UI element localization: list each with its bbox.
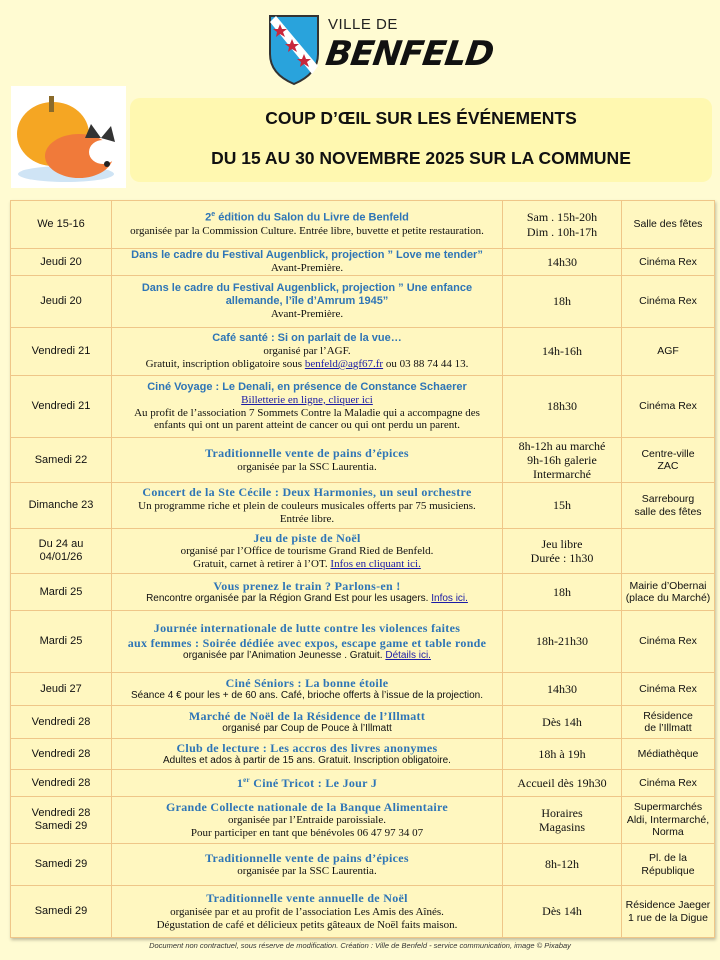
time-line: 8h-12h <box>545 857 579 872</box>
date-line: Vendredi 28 <box>31 776 91 789</box>
event-place <box>622 483 715 529</box>
title-part: Ciné Tricot : Le Jour J <box>249 775 378 790</box>
detail-text: Au profit de l’association 7 Sommets Contre la Maladie qui a accompagne des <box>134 406 480 419</box>
detail-text: organisé par l’AGF. <box>263 345 351 358</box>
event-time <box>503 376 622 438</box>
date-line: Jeudi 27 <box>40 682 82 695</box>
event-description <box>112 328 503 376</box>
event-date <box>11 529 112 574</box>
detail-text: Dégustation de café et délicieux petits gâteaux de Noël faits maison. <box>156 918 458 931</box>
time-line: 14h-16h <box>542 344 582 359</box>
event-place <box>622 276 715 328</box>
detail-text: Entrée libre. <box>279 512 335 525</box>
place-line: (place du Marché) <box>625 592 711 604</box>
event-title <box>114 446 500 460</box>
logo-name: BENFELD <box>323 34 496 74</box>
date-line: Mardi 25 <box>39 585 83 598</box>
event-title <box>114 891 500 905</box>
event-date <box>11 739 112 770</box>
table-row <box>11 328 715 376</box>
detail-text: Séance 4 € pour les + de 60 ans. Café, brioche offerts à l’issue de la projection. <box>131 690 483 702</box>
date-line: Dimanche 23 <box>28 499 94 512</box>
detail-text: Gratuit, inscription obligatoire sous <box>145 357 305 370</box>
event-description <box>112 739 503 770</box>
event-date <box>11 201 112 249</box>
place-line: AGF <box>657 345 679 358</box>
event-place <box>622 611 715 673</box>
time-line: 18h-21h30 <box>536 634 588 649</box>
date-line: Vendredi 21 <box>31 345 91 358</box>
event-detail <box>114 394 500 407</box>
event-description <box>112 673 503 706</box>
table-row <box>11 797 715 844</box>
event-description <box>112 276 503 328</box>
event-title <box>114 741 500 755</box>
table-row <box>11 673 715 706</box>
place-line: République <box>641 864 695 877</box>
event-detail <box>114 755 500 767</box>
event-detail <box>114 919 500 932</box>
detail-text: organisée par la SSC Laurentia. <box>237 865 377 878</box>
event-date <box>11 770 112 797</box>
event-time <box>503 483 622 529</box>
coat-of-arms-icon <box>268 14 320 86</box>
event-time <box>503 770 622 797</box>
detail-text: Pour participer en tant que bénévoles 06 47 97 34 07 <box>190 827 424 840</box>
title-part: Jeu de piste de Noël <box>253 530 361 545</box>
table-row <box>11 249 715 276</box>
place-line: de l’Illmatt <box>644 722 692 734</box>
event-date <box>11 706 112 739</box>
event-title <box>114 621 500 635</box>
title-part: e <box>211 211 216 219</box>
event-date <box>11 574 112 611</box>
event-detail <box>114 407 500 420</box>
events-table <box>10 200 715 938</box>
pumpkin-fox-illustration <box>11 86 126 188</box>
pumpkin-fox-icon <box>11 86 126 188</box>
detail-text: organisée par la SSC Laurentia. <box>237 460 377 473</box>
event-detail <box>114 690 500 702</box>
event-date <box>11 438 112 483</box>
event-detail <box>114 262 500 275</box>
event-time <box>503 739 622 770</box>
time-line: Magasins <box>539 820 585 834</box>
event-date <box>11 328 112 376</box>
detail-text: ou 03 88 74 44 13. <box>383 357 469 370</box>
event-title <box>114 800 500 814</box>
table-row <box>11 739 715 770</box>
event-detail <box>114 814 500 827</box>
table-row <box>11 483 715 529</box>
event-time <box>503 276 622 328</box>
table-row <box>11 376 715 438</box>
time-line: Horaires <box>541 805 583 820</box>
event-description <box>112 797 503 844</box>
page-title: COUP D’ŒIL SUR LES ÉVÉNEMENTS <box>265 108 577 128</box>
time-line: Intermarché <box>533 467 591 482</box>
event-place <box>622 574 715 611</box>
title-part: Vous prenez le train ? Parlons-en ! <box>213 579 401 594</box>
event-title <box>114 282 500 295</box>
benfeld-logo <box>268 14 496 86</box>
event-link[interactable]: Infos en cliquant ici. <box>330 558 421 571</box>
event-detail <box>114 865 500 878</box>
event-description <box>112 483 503 529</box>
detail-text: organisé par l’Office de tourisme Grand Ried de Benfeld. <box>180 545 434 558</box>
event-detail <box>114 906 500 919</box>
event-date <box>11 249 112 276</box>
event-detail <box>114 650 500 662</box>
event-detail <box>114 419 500 432</box>
title-part: aux femmes : Soirée dédiée avec expos, escape game et table ronde <box>127 635 487 650</box>
title-part: 1 <box>236 775 244 790</box>
event-time <box>503 844 622 886</box>
title-part: Dans le cadre du Festival Augenblick, projection ” Love me tender” <box>131 249 483 262</box>
event-description <box>112 201 503 249</box>
event-place <box>622 328 715 376</box>
place-line: Résidence <box>643 709 693 722</box>
title-part: Marché de Noël de la Résidence de l’Illmatt <box>188 709 426 724</box>
event-place <box>622 201 715 249</box>
time-line: 9h-16h galerie <box>527 452 597 467</box>
place-line: Cinéma Rex <box>639 400 697 413</box>
place-line: Aldi, Intermarché, <box>626 813 710 826</box>
time-line: Dès 14h <box>542 714 582 729</box>
title-part: er <box>243 775 250 784</box>
event-place <box>622 739 715 770</box>
event-description <box>112 529 503 574</box>
table-row <box>11 276 715 328</box>
event-title <box>114 295 500 308</box>
event-time <box>503 438 622 483</box>
event-date <box>11 611 112 673</box>
event-title <box>114 531 500 545</box>
event-time <box>503 529 622 574</box>
table-row <box>11 706 715 739</box>
event-detail <box>114 225 500 238</box>
table-row <box>11 201 715 249</box>
event-place <box>622 770 715 797</box>
event-place <box>622 886 715 938</box>
date-line: Jeudi 20 <box>40 255 82 268</box>
event-description <box>112 844 503 886</box>
event-date <box>11 276 112 328</box>
date-line: Vendredi 28 <box>31 807 91 820</box>
time-line: 8h-12h au marché <box>518 438 606 453</box>
detail-text: organisée par l’Entraide paroissiale. <box>227 814 386 827</box>
title-part: Traditionnelle vente de pains d’épices <box>205 850 409 865</box>
event-time <box>503 673 622 706</box>
date-line: Samedi 29 <box>34 905 88 918</box>
table-row <box>11 529 715 574</box>
event-title <box>114 709 500 723</box>
time-line: 18h30 <box>547 399 577 414</box>
time-line: 14h30 <box>547 681 577 696</box>
table-row <box>11 611 715 673</box>
place-line: Salle des fêtes <box>633 218 703 231</box>
event-detail <box>114 345 500 358</box>
date-line: Vendredi 28 <box>31 747 91 760</box>
event-time <box>503 574 622 611</box>
title-part: Journée internationale de lutte contre les violences faites <box>153 621 461 636</box>
time-line: 15h <box>553 498 571 513</box>
event-title <box>114 636 500 650</box>
event-place <box>622 797 715 844</box>
date-line: Vendredi 21 <box>31 400 91 413</box>
time-line: Dès 14h <box>542 904 582 919</box>
footer-note: Document non contractuel, sous réserve de modification. Création : Ville de Benfeld - service communication, image © Pixabay <box>149 941 571 950</box>
event-detail <box>114 461 500 474</box>
date-line: Samedi 22 <box>34 453 88 466</box>
event-detail <box>114 827 500 840</box>
table-row <box>11 844 715 886</box>
event-detail <box>114 500 500 513</box>
detail-text: Avant-Première. <box>270 307 344 320</box>
table-row <box>11 438 715 483</box>
detail-text: Rencontre organisée par la Région Grand Est pour les usagers. <box>146 593 432 605</box>
event-date <box>11 483 112 529</box>
place-line: Médiathèque <box>637 747 699 760</box>
event-time <box>503 201 622 249</box>
date-line: Samedi 29 <box>34 858 88 871</box>
place-line: Sarrebourg <box>641 493 695 506</box>
event-title <box>114 485 500 499</box>
table-row <box>11 770 715 797</box>
event-title <box>114 579 500 593</box>
place-line: Mairie d’Obernai <box>629 579 707 592</box>
event-detail <box>114 358 500 371</box>
event-detail <box>114 513 500 526</box>
time-line: 14h30 <box>547 254 577 269</box>
event-place <box>622 438 715 483</box>
event-description <box>112 706 503 739</box>
event-link[interactable]: benfeld@agf67.fr <box>304 357 384 370</box>
event-date <box>11 844 112 886</box>
place-line: Résidence Jaeger <box>625 899 711 912</box>
time-line: Durée : 1h30 <box>530 551 594 565</box>
date-line: Vendredi 28 <box>31 715 91 728</box>
detail-text: organisé par Coup de Pouce à l’Illmatt <box>222 723 392 735</box>
event-place <box>622 673 715 706</box>
event-time <box>503 706 622 739</box>
event-link[interactable]: Billetterie en ligne, cliquer ici <box>241 393 373 406</box>
time-line: Accueil dès 19h30 <box>517 775 607 790</box>
time-line: 18h <box>553 584 571 599</box>
place-line: Pl. de la <box>649 852 687 865</box>
title-part: allemande, l’île d’Amrum 1945” <box>225 295 389 308</box>
detail-text: organisée par la Commission Culture. Entrée libre, buvette et petite restauration. <box>130 224 484 237</box>
event-place <box>622 249 715 276</box>
date-line: 04/01/26 <box>39 551 83 563</box>
table-row <box>11 574 715 611</box>
event-time <box>503 797 622 844</box>
event-time <box>503 249 622 276</box>
event-date <box>11 376 112 438</box>
detail-text: Gratuit, carnet à retirer à l’OT. <box>193 558 331 571</box>
event-date <box>11 797 112 844</box>
event-detail <box>114 558 500 571</box>
event-title <box>114 332 500 345</box>
event-title <box>114 381 500 394</box>
event-description <box>112 376 503 438</box>
date-line: Mardi 25 <box>39 635 83 648</box>
place-line: salle des fêtes <box>634 505 702 518</box>
event-time <box>503 886 622 938</box>
time-line: 18h <box>553 294 571 309</box>
event-date <box>11 886 112 938</box>
time-line: Jeu libre <box>541 536 583 551</box>
place-line: ZAC <box>657 460 679 472</box>
title-part: Ciné Séniors : La bonne étoile <box>225 676 389 691</box>
title-part: Ciné Voyage : Le Denali, en présence de Constance Schaerer <box>147 380 467 393</box>
event-date <box>11 673 112 706</box>
event-detail <box>114 593 500 605</box>
time-line: Sam . 15h-20h <box>526 210 598 225</box>
title-part: Concert de la Ste Cécile : Deux Harmonies, un seul orchestre <box>142 485 472 500</box>
date-line: Du 24 au <box>38 538 84 551</box>
event-description <box>112 611 503 673</box>
event-place <box>622 529 715 574</box>
date-line: Jeudi 20 <box>40 295 82 308</box>
event-link[interactable]: Détails ici. <box>385 649 431 661</box>
detail-text: enfants qui ont un parent atteint de cancer ou qui ont perdu un parent. <box>153 419 461 432</box>
event-time <box>503 328 622 376</box>
title-part: Grande Collecte nationale de la Banque Alimentaire <box>165 799 449 814</box>
time-line: 18h à 19h <box>538 746 586 761</box>
date-line: We 15-16 <box>37 218 85 231</box>
event-link[interactable]: Infos ici. <box>431 593 468 605</box>
detail-text: organisée par et au profit de l’association Les Amis des Aînés. <box>170 905 444 918</box>
place-line: Cinéma Rex <box>639 255 697 268</box>
event-title <box>114 776 500 790</box>
date-line: Samedi 29 <box>34 820 88 832</box>
event-detail <box>114 723 500 735</box>
detail-text: Adultes et ados à partir de 15 ans. Gratuit. Inscription obligatoire. <box>163 755 451 767</box>
time-line: Dim . 10h-17h <box>526 224 598 239</box>
event-detail <box>114 308 500 321</box>
place-line: Centre-ville <box>641 447 695 460</box>
title-part: 2 <box>205 211 212 224</box>
place-line: Cinéma Rex <box>639 776 697 789</box>
title-part: Café santé : Si on parlait de la vue… <box>212 332 402 345</box>
event-title <box>114 851 500 865</box>
title-part: Dans le cadre du Festival Augenblick, projection ” Une enfance <box>141 282 473 295</box>
event-description <box>112 770 503 797</box>
detail-text: Un programme riche et plein de couleurs musicales offerts par 75 musiciens. <box>138 499 476 512</box>
title-part: Traditionnelle vente de pains d’épices <box>205 446 409 461</box>
place-line: Cinéma Rex <box>639 635 697 648</box>
place-line: Norma <box>652 826 684 839</box>
detail-text: organisée par l’Animation Jeunesse . Gratuit. <box>183 649 386 661</box>
title-part: Traditionnelle vente annuelle de Noël <box>206 891 408 906</box>
place-line: 1 rue de la Digue <box>628 911 708 924</box>
event-detail <box>114 545 500 558</box>
event-place <box>622 706 715 739</box>
event-place <box>622 376 715 438</box>
title-part: Club de lecture : Les accros des livres anonymes <box>176 741 438 756</box>
event-title <box>114 676 500 690</box>
table-row <box>11 886 715 938</box>
place-line: Cinéma Rex <box>639 682 697 695</box>
event-time <box>503 611 622 673</box>
title-part: édition du Salon du Livre de Benfeld <box>215 211 409 224</box>
event-description <box>112 249 503 276</box>
logo-ville-de: VILLE DE <box>328 16 398 33</box>
detail-text: Avant-Première. <box>270 262 344 274</box>
place-line: Supermarchés <box>633 801 703 814</box>
event-title <box>114 211 500 225</box>
event-title <box>114 249 500 262</box>
event-place <box>622 844 715 886</box>
event-description <box>112 438 503 483</box>
event-description <box>112 886 503 938</box>
place-line: Cinéma Rex <box>639 295 697 308</box>
page-subtitle: DU 15 AU 30 NOVEMBRE 2025 SUR LA COMMUNE <box>211 148 631 168</box>
header-banner <box>130 98 712 182</box>
event-description <box>112 574 503 611</box>
